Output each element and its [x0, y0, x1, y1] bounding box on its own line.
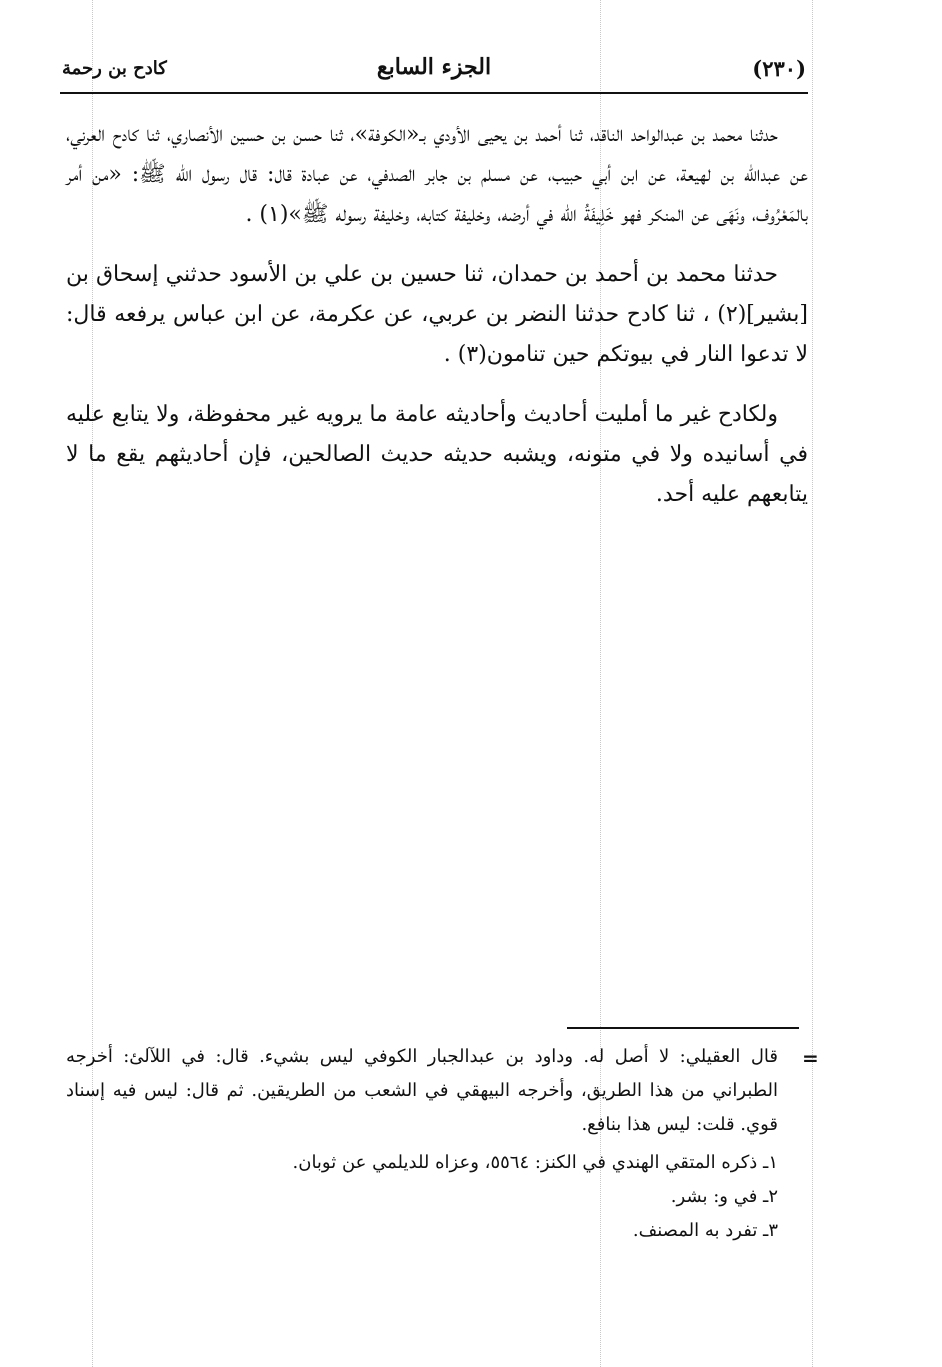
- footnote-separator: [567, 1027, 799, 1029]
- page-number: (٢٣٠): [752, 56, 806, 81]
- running-entry-title: كادح بن رحمة: [62, 58, 167, 79]
- footnote-continuation: قال العقيلي: لا أصل له. وداود بن عبدالجبار الكوفي ليس بشيء. قال: في اللآلئ: أخرجه الطبراني من هذا الطريق، وأخرجه البيهقي في الشعب من الطريقين. ثم قال: ليس فيه إسناد قوي. قلت: ليس هذا بنافع.: [66, 1046, 778, 1135]
- paragraph: حدثنا محمد بن عبدالواحد الناقد، ثنا أحمد بن يحيى الأودي بـ«الكوفة»، ثنا حسن بن حسين الأنصاري، ثنا كادح العرني، عن عبدالله بن لهيعة، عن ابن أبي حبيب، عن مسلم بن جابر الصدفي، عن عبادة قال: قال رسول الله ﷺ: «من أمر بالمَعْرُوف، ونَهَى عن المنكر فهو خَلِيفَةُ الله في أرضه، وخليفة كتابه، وخليفة رسوله ﷺ»(١) .: [66, 122, 808, 227]
- paragraph: حدثنا محمد بن أحمد بن حمدان، ثنا حسين بن علي بن الأسود حدثني إسحاق بن [بشير](٢) ، ثنا كادح حدثنا النضر بن عربي، عن عكرمة، عن ابن عباس يرفعه قال: لا تدعوا النار في بيوتكم حين تنامون(٣) .: [66, 262, 808, 367]
- running-part-title: الجزء السابع: [376, 54, 492, 80]
- footnote-item: ١ـ ذكره المتقي الهندي في الكنز: ٥٥٦٤، وعزاه للديلمي عن ثوبان.: [292, 1152, 778, 1173]
- footnote-item: ٢ـ في و: بشر.: [670, 1186, 778, 1207]
- footnote-continuation-mark: =: [802, 1046, 819, 1070]
- footnote-list: [66, 1146, 808, 1248]
- main-text: [66, 115, 808, 535]
- paragraph: ولكادح غير ما أمليت أحاديث وأحاديثه عامة ما يرويه غير محفوظة، ولا يتابع عليه في أسانيده ولا في متونه، ويشبه حديثه حديث الصالحين، فإن أحاديثهم يقع ما لا يتابعهم عليه أحد.: [66, 402, 808, 507]
- footnote-item: ٣ـ تفرد به المصنف.: [632, 1220, 778, 1241]
- page-header: [60, 50, 808, 94]
- footnotes: [66, 1040, 808, 1248]
- scan-guide-line: [812, 0, 813, 1367]
